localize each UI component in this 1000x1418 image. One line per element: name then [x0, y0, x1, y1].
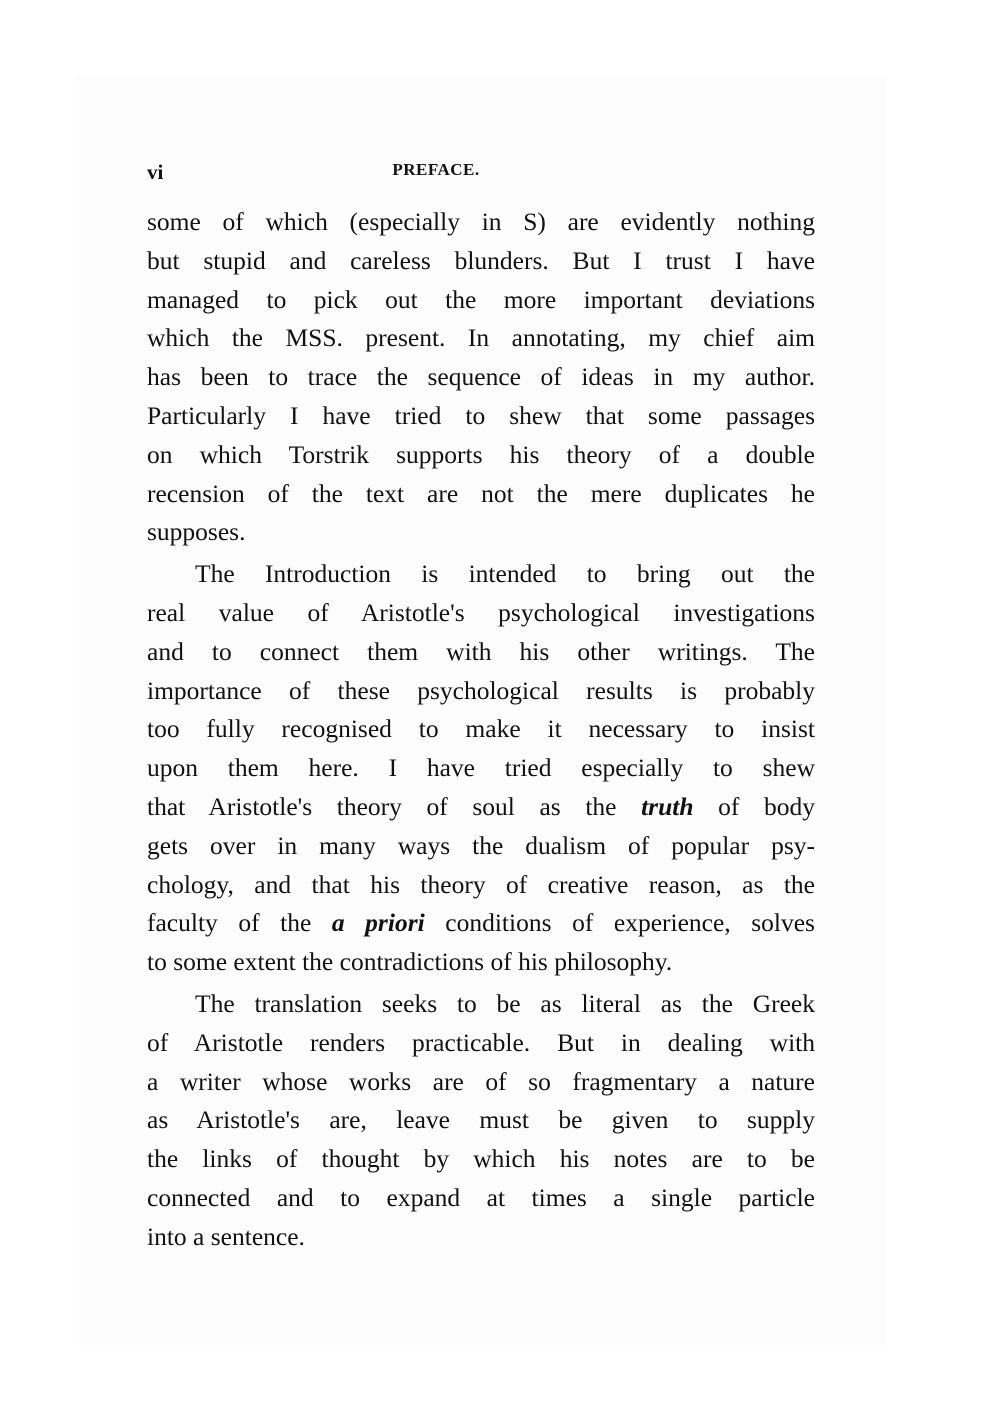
text-line	[147, 749, 815, 788]
page-number: vi	[147, 160, 164, 184]
text-span: to some extent the contradictions of his philosophy.	[147, 947, 673, 977]
italic-text: truth	[641, 791, 694, 821]
text-line	[147, 555, 815, 594]
page-header	[147, 160, 815, 190]
text-span: of Aristotle renders practicable. But in dealing with	[147, 1027, 815, 1057]
text-line	[147, 1063, 815, 1102]
text-line	[147, 827, 815, 866]
text-span: chology, and that his theory of creative reason, as the	[147, 869, 815, 899]
text-span: which the MSS. present. In annotating, my chief aim	[147, 323, 815, 353]
text-line	[147, 319, 815, 358]
text-span: managed to pick out the more important deviations	[147, 284, 815, 314]
text-span: on which Torstrik supports his theory of a double	[147, 439, 815, 469]
text-line	[147, 1179, 815, 1218]
text-span: the links of thought by which his notes are to be	[147, 1144, 815, 1174]
text-line	[147, 281, 815, 320]
running-title: PREFACE.	[392, 160, 480, 179]
text-line	[147, 1140, 815, 1179]
text-line	[147, 397, 815, 436]
text-span: some of which (especially in S) are evidently nothing	[147, 207, 815, 236]
text-span: upon them here. I have tried especially to shew	[147, 753, 815, 783]
text-line	[147, 866, 815, 905]
text-line	[147, 633, 815, 672]
text-span: as Aristotle's are, leave must be given to supply	[147, 1105, 815, 1135]
text-line	[147, 943, 815, 982]
text-line	[147, 985, 815, 1024]
text-span: that Aristotle's theory of soul as the	[147, 791, 642, 821]
text-span: faculty of the	[147, 908, 332, 938]
text-span: of body	[693, 791, 815, 821]
text-line	[147, 203, 815, 242]
text-line	[147, 594, 815, 633]
text-span: has been to trace the sequence of ideas in my author.	[147, 362, 815, 392]
text-line	[147, 672, 815, 711]
text-line	[147, 710, 815, 749]
text-span: and to connect them with his other writings. The	[147, 636, 815, 666]
text-span: recension of the text are not the mere duplicates he	[147, 478, 815, 508]
text-span: The Introduction is intended to bring out the	[195, 559, 815, 589]
text-span: gets over in many ways the dualism of popular psy-	[147, 830, 815, 860]
text-span: The translation seeks to be as literal as the Greek	[195, 988, 815, 1018]
text-span: real value of Aristotle's psychological investigations	[147, 597, 815, 627]
text-span: connected and to expand at times a single particle	[147, 1182, 815, 1212]
text-span: importance of these psychological results is probably	[147, 675, 815, 705]
paragraph	[147, 203, 815, 552]
text-span: a writer whose works are of so fragmentary a nature	[147, 1066, 815, 1096]
text-line	[147, 1024, 815, 1063]
paragraph	[147, 985, 815, 1257]
text-line	[147, 1101, 815, 1140]
page-body	[147, 203, 815, 1260]
paragraph	[147, 555, 815, 982]
text-line	[147, 242, 815, 281]
text-line	[147, 475, 815, 514]
text-line	[147, 788, 815, 827]
text-span: but stupid and careless blunders. But I trust I have	[147, 245, 815, 275]
italic-text: a priori	[331, 908, 425, 938]
text-line	[147, 1218, 815, 1257]
text-line	[147, 436, 815, 475]
text-span: Particularly I have tried to shew that some passages	[147, 400, 815, 430]
text-span: into a sentence.	[147, 1221, 305, 1251]
text-span: supposes.	[147, 517, 246, 547]
text-span: conditions of experience, solves	[424, 908, 815, 938]
text-line	[147, 358, 815, 397]
text-span: too fully recognised to make it necessary to insist	[147, 714, 815, 744]
text-line	[147, 513, 815, 552]
text-line	[147, 904, 815, 943]
